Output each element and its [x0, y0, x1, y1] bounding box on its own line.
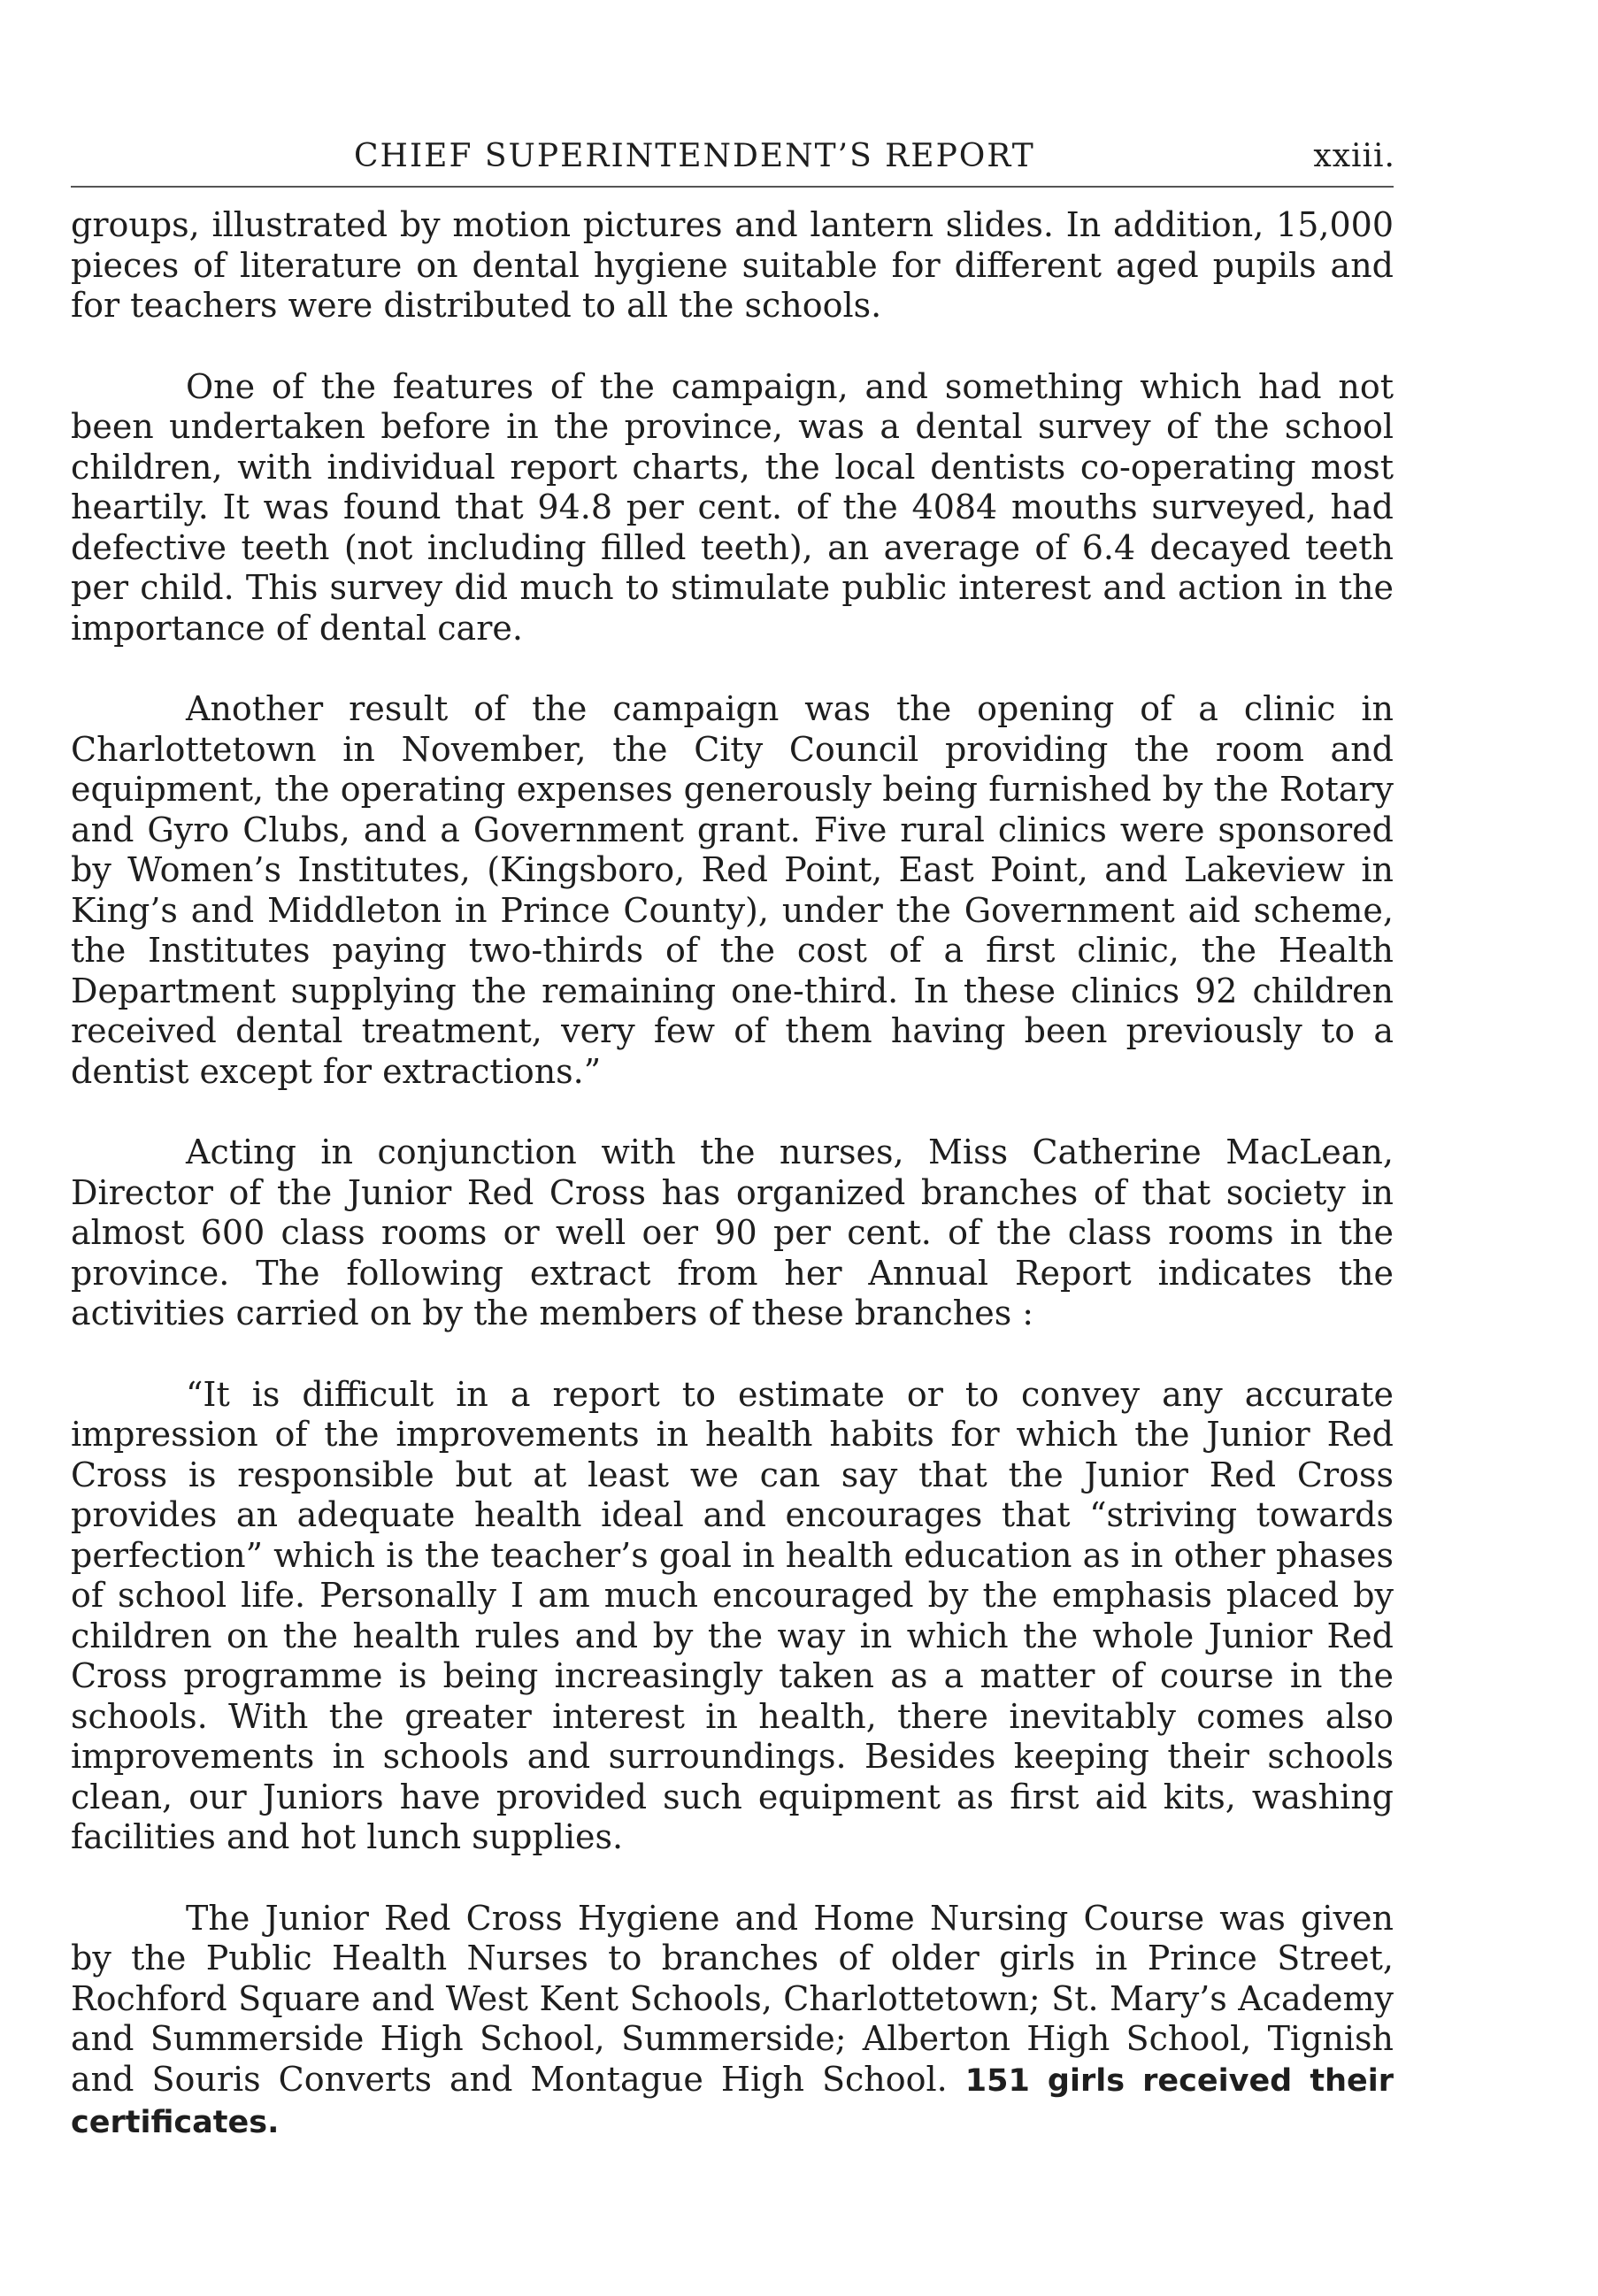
document-body — [71, 205, 1394, 2144]
paragraph-5-quotation: “It is difficult in a report to estimate or to convey any accurate impression of the improvements in health habits for which the Junior Red Cross is responsible but at least we can say that the Junior Red Cross provides an adequate health ideal and encourages that “striving towards perfection” which is the teacher’s goal in health education as in other phases of school life. Personally I am much encouraged by the emphasis placed by children on the health rules and by the way in which the whole Junior Red Cross programme is being increasingly taken as a matter of course in the schools. With the greater interest in health, there inevitably comes also improvements in schools and surroundings. Besides keeping their schools clean, our Juniors have provided such equipment as first aid kits, washing facilities and hot lunch supplies. — [71, 1374, 1394, 1856]
paragraph-6-text: The Junior Red Cross Hygiene and Home Nursing Course was given by the Public Health Nurses to branches of older girls in Prince Street, Rochford Square and West Kent Schools, Charlottetown; St. Mary’s Academy and Summerside High School, Summerside; Alberton High School, Tignish and Souris Converts and Montague High School. — [71, 1898, 1394, 2099]
running-header — [71, 133, 1394, 188]
certificates-statement: 151 girls received their certificates. — [71, 2062, 1394, 2140]
document-page — [71, 133, 1394, 2185]
page-number: xxiii. — [1313, 138, 1395, 174]
paragraph-3: Another result of the campaign was the opening of a clinic in Charlottetown in November, the City Council providing the room and equipment, the operating expenses generously being furnished by the Rotary and Gyro Clubs, and a Government grant. Five rural clinics were sponsored by Women’s Institutes, (Kingsboro, Red Point, East Point, and Lakeview in King’s and Middleton in Prince County), under the Government aid scheme, the Institutes paying two-thirds of the cost of a first clinic, the Health Department supplying the remaining one-third. In these clinics 92 children received dental treatment, very few of them having been previously to a dentist except for extractions.” — [71, 689, 1394, 1091]
running-title: CHIEF SUPERINTENDENT’S REPORT — [354, 138, 1035, 174]
paragraph-6 — [71, 1899, 1394, 2144]
paragraph-4: Acting in conjunction with the nurses, Miss Catherine MacLean, Director of the Junior Red Cross has organized branches of that society in almost 600 class rooms or well oer 90 per cent. of the class rooms in the province. The following extract from her Annual Report indicates the activities carried on by the members of these branches : — [71, 1133, 1394, 1332]
paragraph-2: One of the features of the campaign, and something which had not been undertaken before in the province, was a dental survey of the school children, with individual report charts, the local dentists co-operating most heartily. It was found that 94.8 per cent. of the 4084 mouths surveyed, had defective teeth (not including filled teeth), an average of 6.4 decayed teeth per child. This survey did much to stimulate public interest and action in the importance of dental care. — [71, 366, 1394, 648]
paragraph-1: groups, illustrated by motion pictures and lantern slides. In addition, 15,000 pieces of literature on dental hygiene suitable for different aged pupils and for teachers were distributed to all the schools. — [71, 205, 1394, 325]
